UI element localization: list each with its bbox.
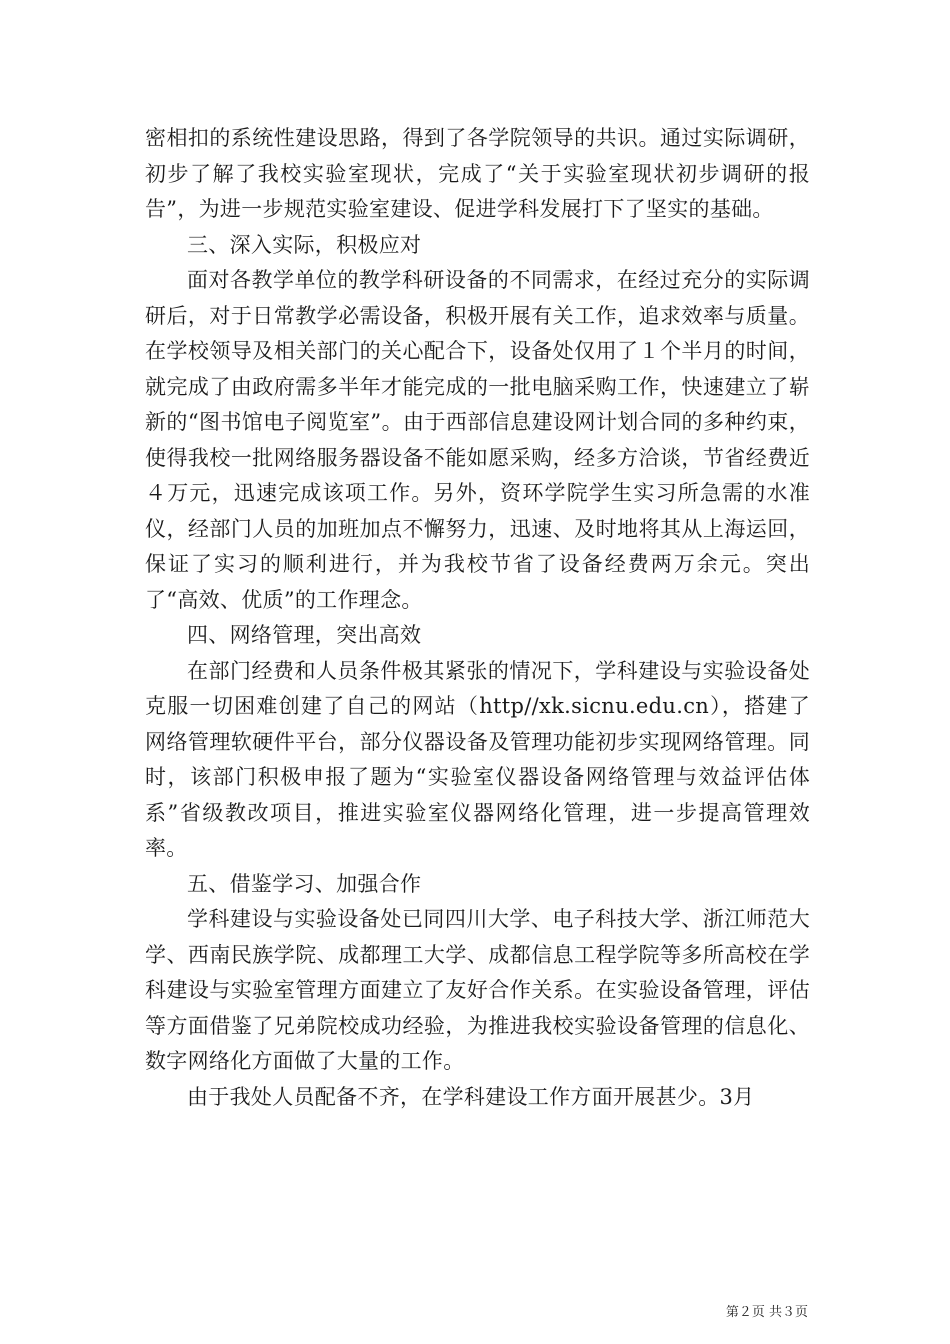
body-paragraph: 由于我处人员配备不齐，在学科建设工作方面开展甚少。3月 xyxy=(187,1084,755,1109)
section-heading: 三、深入实际，积极应对 xyxy=(187,232,422,257)
body-paragraph: 密相扣的系统性建设思路，得到了各学院领导的共识。通过实际调研，初步了解了我校实验室现状，完成了“关于实验室现状初步调研的报告”，为进一步规范实验室建设、促进学科发展打下了坚实的基础。 xyxy=(145,126,810,221)
document-body xyxy=(145,121,810,1115)
body-paragraph: 面对各教学单位的教学科研设备的不同需求，在经过充分的实际调研后，对于日常教学必需设备，积极开展有关工作，追求效率与质量。在学校领导及相关部门的关心配合下，设备处仅用了１个半月的时间，就完成了由政府需多半年才能完成的一批电脑采购工作，快速建立了崭新的“图书馆电子阅览室”。由于西部信息建设网计划合同的多种约束，使得我校一批网络服务器设备不能如愿采购，经多方洽谈，节省经费近４万元，迅速完成该项工作。另外，资环学院学生实习所急需的水准仪，经部门人员的加班加点不懈努力，迅速、及时地将其从上海运回，保证了实习的顺利进行，并为我校节省了设备经费两万余元。突出了“高效、优质”的工作理念。 xyxy=(145,268,810,612)
body-paragraph: 学科建设与实验设备处已同四川大学、电子科技大学、浙江师范大学、西南民族学院、成都理工大学、成都信息工程学院等多所高校在学科建设与实验室管理方面建立了友好合作关系。在实验设备管理，评估等方面借鉴了兄弟院校成功经验，为推进我校实验设备管理的信息化、数字网络化方面做了大量的工作。 xyxy=(145,907,810,1073)
page-number: 第２页 共３页 xyxy=(725,1305,808,1320)
section-heading: 五、借鉴学习、加强合作 xyxy=(187,871,422,896)
body-paragraph: 在部门经费和人员条件极其紧张的情况下，学科建设与实验设备处克服一切困难创建了自己的网站（http//xk.sicnu.edu.cn），搭建了网络管理软硬件平台，部分仪器设备及管理功能初步实现网络管理。同时，该部门积极申报了题为“实验室仪器设备网络管理与效益评估体系”省级教改项目，推进实验室仪器网络化管理，进一步提高管理效率。 xyxy=(145,658,810,860)
section-heading: 四、网络管理，突出高效 xyxy=(187,623,422,647)
